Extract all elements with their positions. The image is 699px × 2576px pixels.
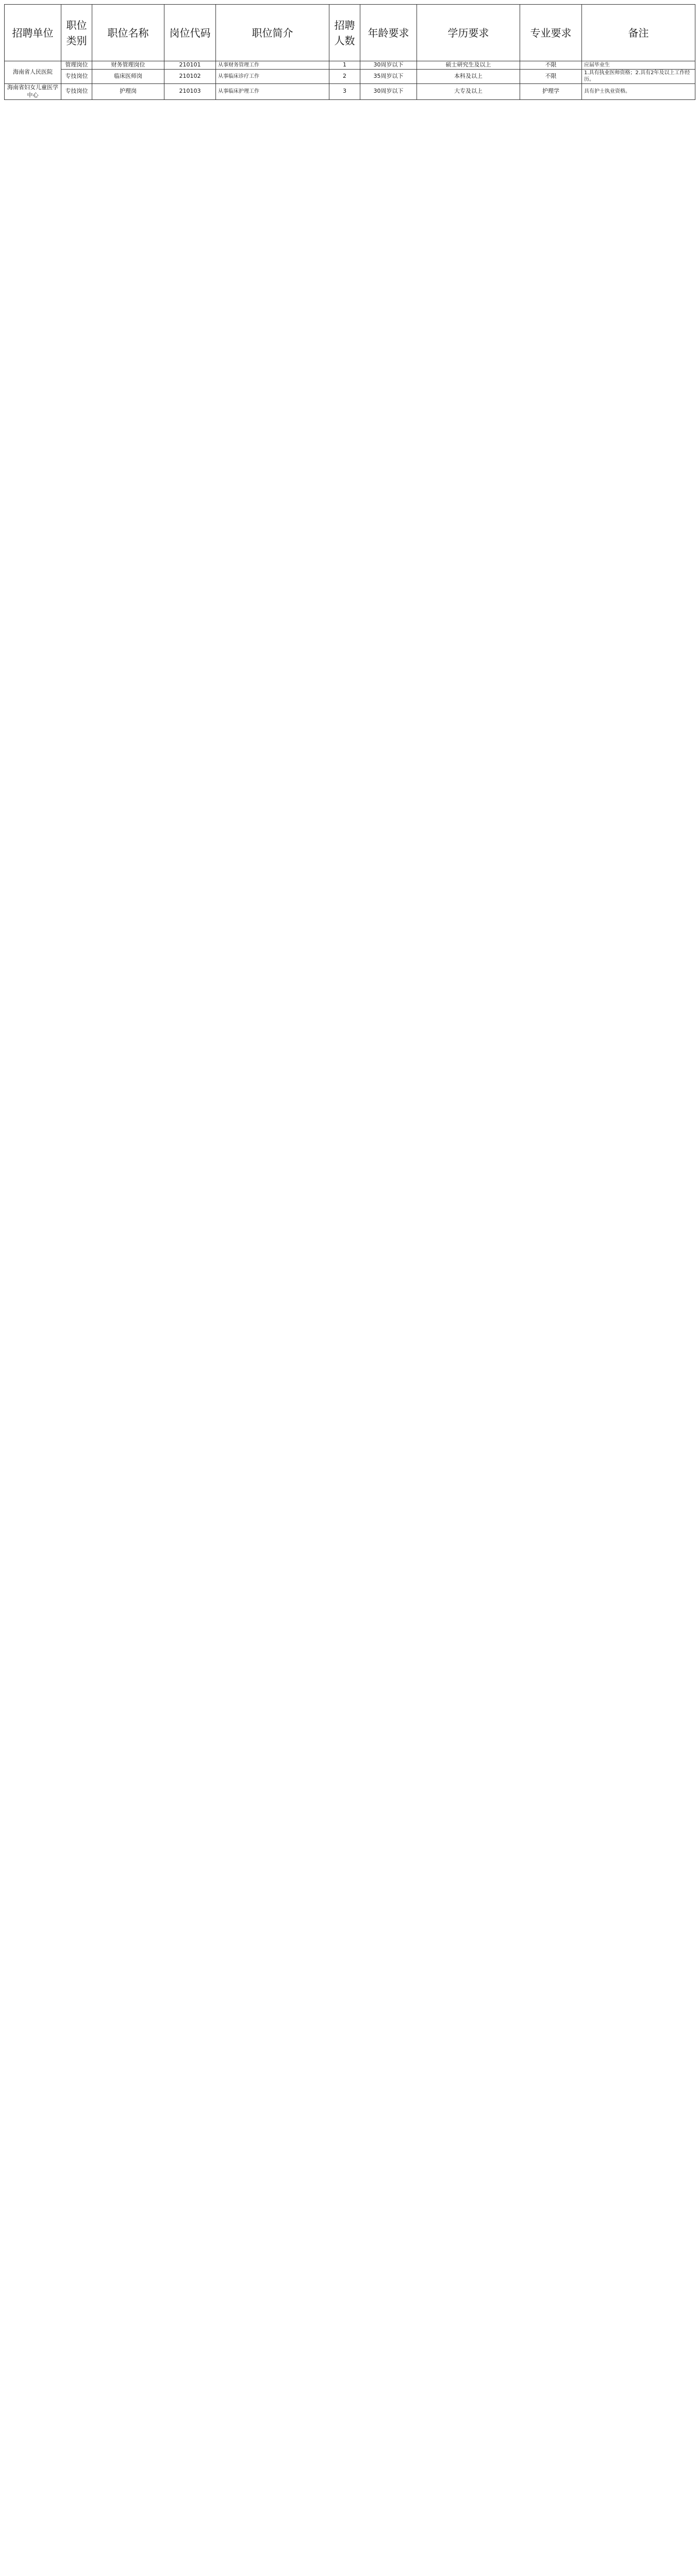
description-cell: 从事临床护理工作 [216,83,329,99]
position-cell: 财务管理岗位 [92,61,164,70]
major-cell: 不限 [520,69,582,83]
header-category: 职位类别 [61,5,92,61]
table-row [5,69,695,83]
code-cell: 210102 [164,69,216,83]
count-cell: 3 [329,83,360,99]
header-note: 备注 [582,5,695,61]
table-row [5,61,695,70]
unit-cell: 海南省人民医院 [5,61,61,84]
header-major: 专业要求 [520,5,582,61]
header-description: 职位简介 [216,5,329,61]
header-education: 学历要求 [417,5,520,61]
description-cell: 从事临床诊疗工作 [216,69,329,83]
table-body [5,61,695,100]
major-cell: 护理学 [520,83,582,99]
age-cell: 30周岁以下 [360,61,417,70]
recruitment-table [4,4,695,100]
header-unit: 招聘单位 [5,5,61,61]
note-cell: 应届毕业生 [582,61,695,70]
note-cell: 1.具有执业医师资格；2.具有2年及以上工作经历。 [582,69,695,83]
header-code: 岗位代码 [164,5,216,61]
header-count: 招聘人数 [329,5,360,61]
header-age: 年龄要求 [360,5,417,61]
education-cell: 本科及以上 [417,69,520,83]
code-cell: 210103 [164,83,216,99]
position-cell: 护理岗 [92,83,164,99]
count-cell: 1 [329,61,360,70]
code-cell: 210101 [164,61,216,70]
major-cell: 不限 [520,61,582,70]
unit-cell: 海南省妇女儿童医学中心 [5,83,61,99]
education-cell: 硕士研究生及以上 [417,61,520,70]
age-cell: 35周岁以下 [360,69,417,83]
category-cell: 专技岗位 [61,83,92,99]
category-cell: 专技岗位 [61,69,92,83]
header-row [5,5,695,61]
header-position: 职位名称 [92,5,164,61]
age-cell: 30周岁以下 [360,83,417,99]
position-cell: 临床医师岗 [92,69,164,83]
description-cell: 从事财务管理工作 [216,61,329,70]
count-cell: 2 [329,69,360,83]
note-cell: 具有护士执业资格。 [582,83,695,99]
education-cell: 大专及以上 [417,83,520,99]
category-cell: 管理岗位 [61,61,92,70]
table-row [5,83,695,99]
